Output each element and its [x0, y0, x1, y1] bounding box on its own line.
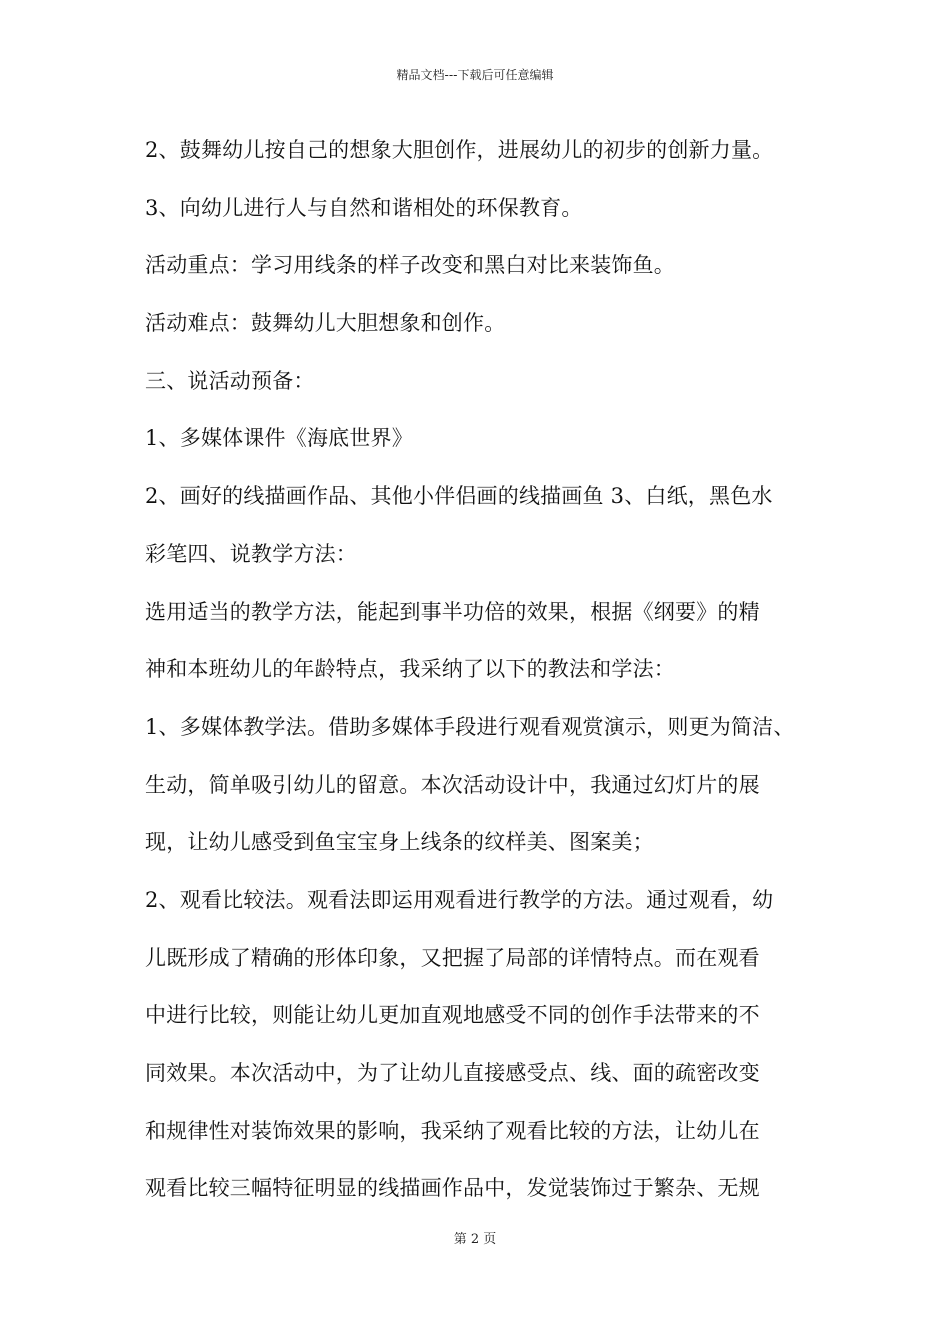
text-line: 3、向幼儿进行人与自然和谐相处的环保教育。 — [145, 195, 583, 220]
page-header: 精品文档---下载后可任意编辑 — [396, 68, 554, 82]
text-line: 活动重点：学习用线条的样子改变和黑白对比来装饰鱼。 — [145, 253, 675, 278]
text-line: 2、鼓舞幼儿按自己的想象大胆创作，进展幼儿的初步的创新力量。 — [145, 138, 774, 162]
page-number: 第 2 页 — [453, 1232, 497, 1247]
text-line: 选用适当的教学方法，能起到事半功倍的效果，根据《纲要》的精 — [145, 599, 760, 624]
text-line: 2、观看比较法。观看法即运用观看进行教学的方法。通过观看，幼 — [145, 887, 774, 912]
text-line: 儿既形成了精确的形体印象，又把握了局部的详情特点。而在观看 — [145, 945, 760, 970]
text-line: 三、说活动预备： — [145, 368, 315, 393]
text-line: 同效果。本次活动中，为了让幼儿直接感受点、线、面的疏密改变 — [145, 1061, 760, 1085]
text-line: 2、画好的线描画作品、其他小伴侣画的线描画鱼 3、白纸，黑色水 — [145, 484, 773, 509]
text-line: 彩笔四、说教学方法： — [145, 541, 357, 566]
text-line: 现，让幼儿感受到鱼宝宝身上线条的纹样美、图案美； — [145, 830, 654, 855]
text-line: 生动，简单吸引幼儿的留意。本次活动设计中，我通过幻灯片的展 — [145, 772, 760, 797]
text-line: 观看比较三幅特征明显的线描画作品中，发觉装饰过于繁杂、无规 — [145, 1176, 760, 1201]
text-line: 活动难点：鼓舞幼儿大胆想象和创作。 — [145, 311, 506, 336]
text-line: 1、多媒体课件《海底世界》 — [145, 426, 413, 451]
text-line: 和规律性对装饰效果的影响，我采纳了观看比较的方法，让幼儿在 — [145, 1118, 760, 1143]
document-body — [145, 130, 835, 1226]
text-line: 中进行比较，则能让幼儿更加直观地感受不同的创作手法带来的不 — [145, 1003, 760, 1028]
text-line: 1、多媒体教学法。借助多媒体手段进行观看观赏演示，则更为简洁、 — [145, 714, 795, 739]
text-line: 神和本班幼儿的年龄特点，我采纳了以下的教法和学法： — [145, 657, 675, 682]
